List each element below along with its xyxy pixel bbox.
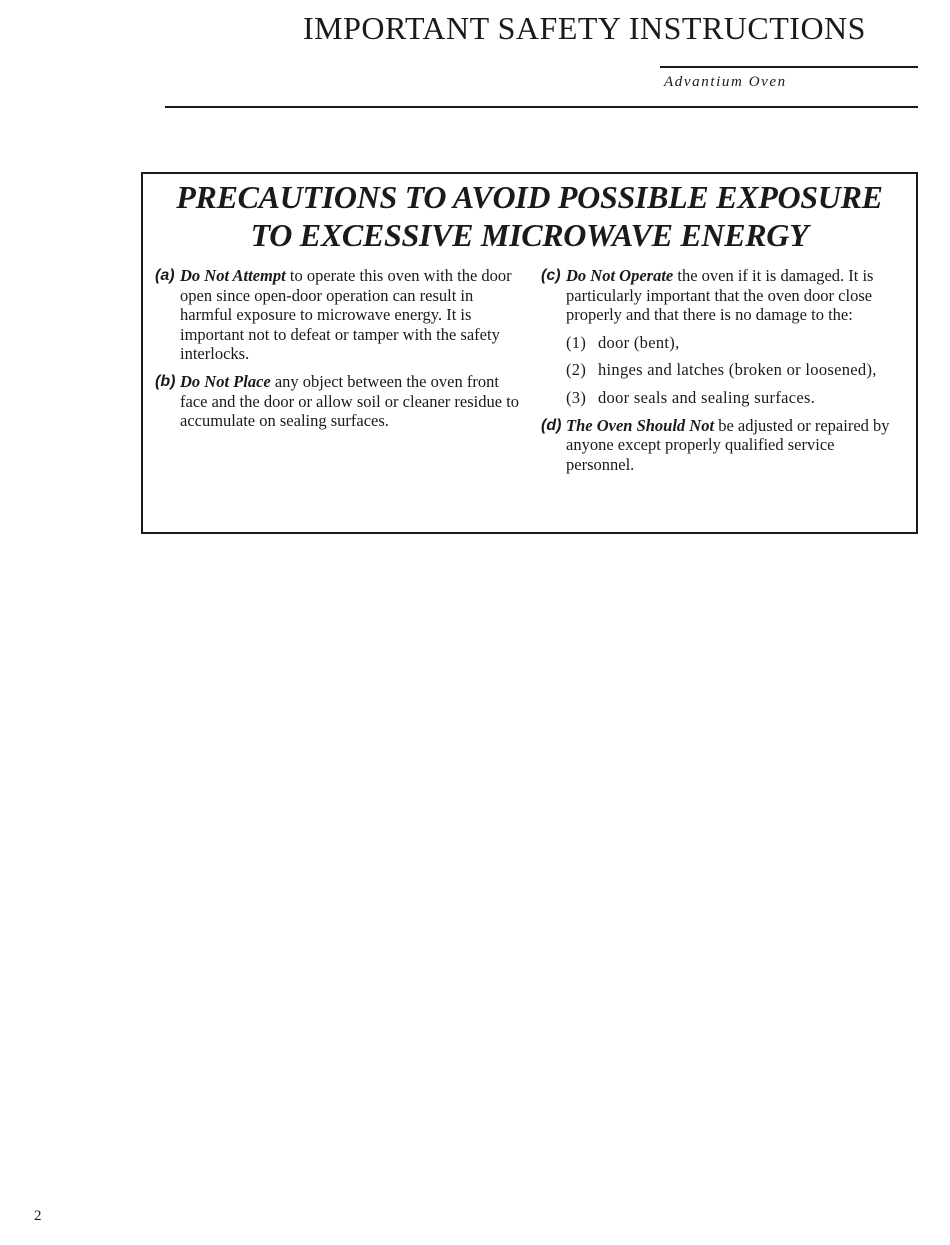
header-rule-short [660,66,918,68]
subitem-text: door seals and sealing surfaces. [598,387,816,407]
item-lead: Do Not Place [180,371,271,391]
precautions-box [141,172,918,534]
item-text: to operate this oven with the door open since open-door operation can result in harmful exposure to microwave energy. It is important not to defeat or tamper with the safety interlocks. [180,266,512,364]
product-name: Advantium Oven [664,74,787,90]
subitem-number: (2) [566,360,587,380]
precaution-item-a [155,266,525,364]
item-lead: Do Not Operate [566,266,674,285]
precaution-item-d [541,416,901,475]
left-column [155,266,525,439]
header-rule-long [165,106,918,108]
subitem-number: (1) [566,332,587,352]
item-text: any object between the oven front face and the door or allow soil or cleaner residue to accumulate on sealing surfaces. [180,371,520,431]
item-label: (b) [155,372,176,390]
damage-subitem-3 [541,388,901,408]
subitem-number: (3) [566,387,587,407]
item-lead: Do Not Attempt [180,266,286,285]
item-label: (c) [541,267,561,284]
precautions-heading-line-2: TO EXCESSIVE MICROWAVE ENERGY [250,217,809,253]
damage-subitem-1 [541,333,901,353]
item-label: (a) [155,267,175,284]
precaution-item-c [541,266,901,325]
right-column [541,266,901,482]
item-label: (d) [541,416,562,434]
item-text: be adjusted or repaired by anyone except properly qualified service personnel. [566,415,890,474]
precautions-heading-line-1: PRECAUTIONS TO AVOID POSSIBLE EXPOSURE [176,179,883,215]
subitem-text: hinges and latches (broken or loosened), [598,360,877,380]
page-title: IMPORTANT SAFETY INSTRUCTIONS [303,10,866,46]
item-text: the oven if it is damaged. It is particularly important that the oven door close properly and that there is no damage to the: [566,266,874,325]
item-lead: The Oven Should Not [566,415,715,435]
subitem-text: door (bent), [598,332,680,352]
damage-subitem-2 [541,360,901,380]
page-number: 2 [34,1208,42,1224]
precaution-item-b [155,372,525,431]
precautions-heading [143,178,916,254]
